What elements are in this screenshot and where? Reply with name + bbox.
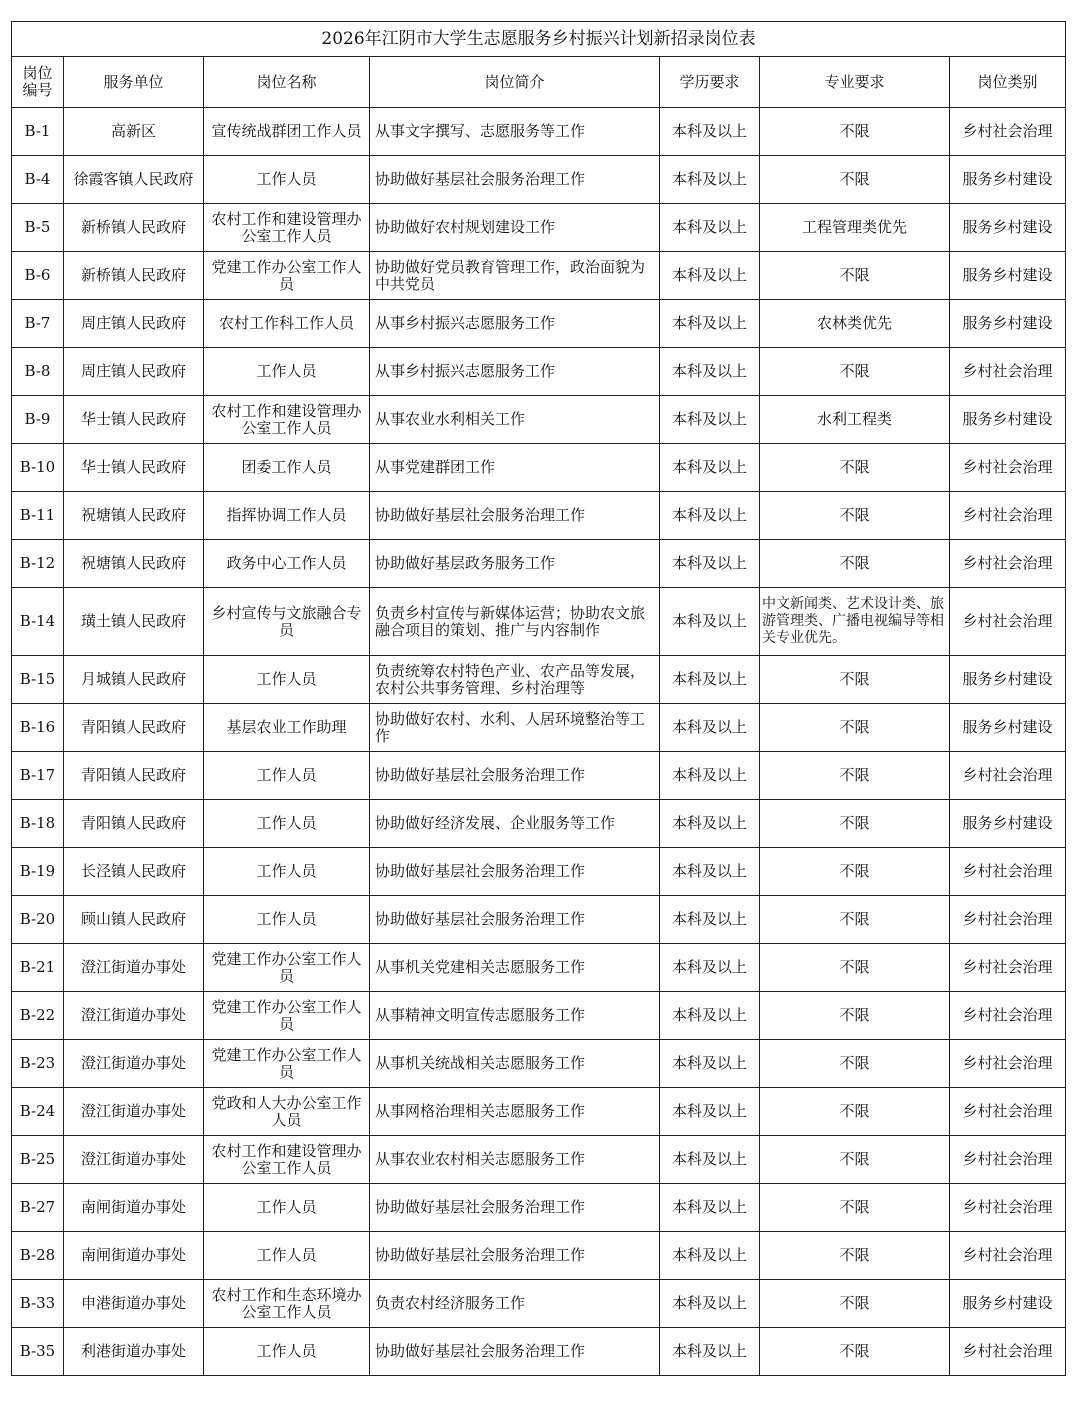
cell-intro: 从事农业水利相关工作 <box>370 396 660 444</box>
cell-major: 不限 <box>760 108 950 156</box>
cell-id: B-9 <box>12 396 64 444</box>
cell-name: 党建工作办公室工作人员 <box>204 1040 370 1088</box>
cell-id: B-22 <box>12 992 64 1040</box>
cell-name: 党政和人大办公室工作人员 <box>204 1088 370 1136</box>
cell-category: 服务乡村建设 <box>950 252 1066 300</box>
cell-edu: 本科及以上 <box>660 444 760 492</box>
table-row <box>12 1328 1066 1376</box>
cell-intro: 负责乡村宣传与新媒体运营；协助农文旅融合项目的策划、推广与内容制作 <box>370 588 660 656</box>
cell-major: 不限 <box>760 752 950 800</box>
cell-name: 工作人员 <box>204 800 370 848</box>
cell-category: 乡村社会治理 <box>950 944 1066 992</box>
cell-category: 服务乡村建设 <box>950 1280 1066 1328</box>
cell-id: B-10 <box>12 444 64 492</box>
cell-id: B-15 <box>12 656 64 704</box>
cell-edu: 本科及以上 <box>660 492 760 540</box>
cell-id: B-6 <box>12 252 64 300</box>
table-row <box>12 1040 1066 1088</box>
cell-major: 不限 <box>760 1136 950 1184</box>
cell-edu: 本科及以上 <box>660 944 760 992</box>
table-row <box>12 1088 1066 1136</box>
cell-name: 党建工作办公室工作人员 <box>204 252 370 300</box>
cell-unit: 青阳镇人民政府 <box>64 800 204 848</box>
table-row <box>12 1136 1066 1184</box>
cell-name: 工作人员 <box>204 1184 370 1232</box>
cell-unit: 璜土镇人民政府 <box>64 588 204 656</box>
cell-intro: 协助做好党员教育管理工作，政治面貌为中共党员 <box>370 252 660 300</box>
cell-category: 乡村社会治理 <box>950 848 1066 896</box>
table-row <box>12 540 1066 588</box>
cell-name: 工作人员 <box>204 348 370 396</box>
cell-intro: 协助做好基层政务服务工作 <box>370 540 660 588</box>
table-row <box>12 800 1066 848</box>
table-row <box>12 300 1066 348</box>
cell-major: 不限 <box>760 800 950 848</box>
cell-unit: 华士镇人民政府 <box>64 396 204 444</box>
cell-unit: 南闸街道办事处 <box>64 1232 204 1280</box>
cell-name: 农村工作和建设管理办公室工作人员 <box>204 396 370 444</box>
table-row <box>12 396 1066 444</box>
cell-edu: 本科及以上 <box>660 992 760 1040</box>
cell-id: B-21 <box>12 944 64 992</box>
cell-id: B-12 <box>12 540 64 588</box>
cell-edu: 本科及以上 <box>660 1280 760 1328</box>
cell-id: B-4 <box>12 156 64 204</box>
cell-unit: 华士镇人民政府 <box>64 444 204 492</box>
table-row <box>12 896 1066 944</box>
cell-unit: 周庄镇人民政府 <box>64 348 204 396</box>
cell-name: 基层农业工作助理 <box>204 704 370 752</box>
cell-intro: 协助做好基层社会服务治理工作 <box>370 492 660 540</box>
cell-id: B-11 <box>12 492 64 540</box>
table-row <box>12 444 1066 492</box>
cell-edu: 本科及以上 <box>660 396 760 444</box>
cell-id: B-24 <box>12 1088 64 1136</box>
cell-unit: 澄江街道办事处 <box>64 1088 204 1136</box>
table-row <box>12 108 1066 156</box>
cell-id: B-18 <box>12 800 64 848</box>
cell-edu: 本科及以上 <box>660 348 760 396</box>
cell-name: 农村工作和建设管理办公室工作人员 <box>204 1136 370 1184</box>
cell-major: 不限 <box>760 252 950 300</box>
cell-unit: 新桥镇人民政府 <box>64 204 204 252</box>
cell-name: 工作人员 <box>204 752 370 800</box>
cell-major: 不限 <box>760 848 950 896</box>
cell-edu: 本科及以上 <box>660 1184 760 1232</box>
header-intro: 岗位简介 <box>370 57 660 108</box>
cell-major: 不限 <box>760 656 950 704</box>
cell-intro: 从事机关统战相关志愿服务工作 <box>370 1040 660 1088</box>
cell-category: 服务乡村建设 <box>950 156 1066 204</box>
header-category: 岗位类别 <box>950 57 1066 108</box>
cell-edu: 本科及以上 <box>660 1040 760 1088</box>
cell-id: B-16 <box>12 704 64 752</box>
cell-major: 不限 <box>760 444 950 492</box>
cell-category: 乡村社会治理 <box>950 1040 1066 1088</box>
cell-edu: 本科及以上 <box>660 540 760 588</box>
table-row <box>12 992 1066 1040</box>
cell-edu: 本科及以上 <box>660 656 760 704</box>
cell-major: 不限 <box>760 1328 950 1376</box>
cell-unit: 新桥镇人民政府 <box>64 252 204 300</box>
cell-id: B-19 <box>12 848 64 896</box>
cell-id: B-28 <box>12 1232 64 1280</box>
cell-name: 工作人员 <box>204 656 370 704</box>
cell-category: 乡村社会治理 <box>950 492 1066 540</box>
cell-edu: 本科及以上 <box>660 252 760 300</box>
cell-category: 乡村社会治理 <box>950 752 1066 800</box>
cell-intro: 负责统筹农村特色产业、农产品等发展，农村公共事务管理、乡村治理等 <box>370 656 660 704</box>
cell-id: B-33 <box>12 1280 64 1328</box>
cell-unit: 澄江街道办事处 <box>64 992 204 1040</box>
cell-edu: 本科及以上 <box>660 156 760 204</box>
cell-name: 乡村宣传与文旅融合专员 <box>204 588 370 656</box>
cell-unit: 澄江街道办事处 <box>64 944 204 992</box>
cell-major: 不限 <box>760 944 950 992</box>
cell-intro: 协助做好基层社会服务治理工作 <box>370 1184 660 1232</box>
cell-intro: 从事党建群团工作 <box>370 444 660 492</box>
cell-edu: 本科及以上 <box>660 588 760 656</box>
cell-intro: 协助做好农村、水利、人居环境整治等工作 <box>370 704 660 752</box>
cell-unit: 申港街道办事处 <box>64 1280 204 1328</box>
cell-category: 乡村社会治理 <box>950 1232 1066 1280</box>
cell-edu: 本科及以上 <box>660 1136 760 1184</box>
cell-major: 中文新闻类、艺术设计类、旅游管理类、广播电视编导等相关专业优先。 <box>760 588 950 656</box>
table-row <box>12 944 1066 992</box>
table-row <box>12 848 1066 896</box>
cell-intro: 从事文字撰写、志愿服务等工作 <box>370 108 660 156</box>
cell-id: B-14 <box>12 588 64 656</box>
header-edu: 学历要求 <box>660 57 760 108</box>
cell-major: 不限 <box>760 156 950 204</box>
cell-unit: 高新区 <box>64 108 204 156</box>
cell-major: 不限 <box>760 896 950 944</box>
recruitment-table-sheet <box>11 21 1066 1376</box>
cell-category: 服务乡村建设 <box>950 704 1066 752</box>
cell-major: 不限 <box>760 1184 950 1232</box>
cell-intro: 从事机关党建相关志愿服务工作 <box>370 944 660 992</box>
cell-edu: 本科及以上 <box>660 896 760 944</box>
cell-edu: 本科及以上 <box>660 1232 760 1280</box>
cell-id: B-17 <box>12 752 64 800</box>
cell-edu: 本科及以上 <box>660 800 760 848</box>
table-title: 2026年江阴市大学生志愿服务乡村振兴计划新招录岗位表 <box>12 22 1066 57</box>
cell-category: 乡村社会治理 <box>950 348 1066 396</box>
cell-name: 工作人员 <box>204 896 370 944</box>
cell-id: B-27 <box>12 1184 64 1232</box>
cell-intro: 从事网格治理相关志愿服务工作 <box>370 1088 660 1136</box>
cell-intro: 从事精神文明宣传志愿服务工作 <box>370 992 660 1040</box>
cell-category: 乡村社会治理 <box>950 992 1066 1040</box>
cell-category: 乡村社会治理 <box>950 1328 1066 1376</box>
header-unit: 服务单位 <box>64 57 204 108</box>
cell-major: 不限 <box>760 1088 950 1136</box>
cell-id: B-8 <box>12 348 64 396</box>
cell-intro: 协助做好基层社会服务治理工作 <box>370 752 660 800</box>
cell-major: 不限 <box>760 992 950 1040</box>
table-row <box>12 204 1066 252</box>
table-row <box>12 752 1066 800</box>
cell-name: 宣传统战群团工作人员 <box>204 108 370 156</box>
table-row <box>12 252 1066 300</box>
cell-intro: 协助做好基层社会服务治理工作 <box>370 848 660 896</box>
cell-name: 农村工作和生态环境办公室工作人员 <box>204 1280 370 1328</box>
cell-major: 不限 <box>760 348 950 396</box>
cell-unit: 青阳镇人民政府 <box>64 704 204 752</box>
header-name: 岗位名称 <box>204 57 370 108</box>
cell-category: 乡村社会治理 <box>950 1088 1066 1136</box>
cell-name: 农村工作和建设管理办公室工作人员 <box>204 204 370 252</box>
cell-id: B-25 <box>12 1136 64 1184</box>
cell-unit: 南闸街道办事处 <box>64 1184 204 1232</box>
cell-category: 乡村社会治理 <box>950 540 1066 588</box>
cell-unit: 长泾镇人民政府 <box>64 848 204 896</box>
cell-unit: 祝塘镇人民政府 <box>64 540 204 588</box>
cell-name: 党建工作办公室工作人员 <box>204 992 370 1040</box>
cell-name: 政务中心工作人员 <box>204 540 370 588</box>
table-row <box>12 588 1066 656</box>
cell-edu: 本科及以上 <box>660 108 760 156</box>
cell-major: 不限 <box>760 1232 950 1280</box>
cell-intro: 协助做好基层社会服务治理工作 <box>370 156 660 204</box>
cell-id: B-7 <box>12 300 64 348</box>
cell-unit: 青阳镇人民政府 <box>64 752 204 800</box>
cell-category: 服务乡村建设 <box>950 300 1066 348</box>
cell-major: 不限 <box>760 1040 950 1088</box>
cell-category: 乡村社会治理 <box>950 588 1066 656</box>
cell-major: 不限 <box>760 540 950 588</box>
cell-id: B-23 <box>12 1040 64 1088</box>
table-row <box>12 156 1066 204</box>
cell-category: 乡村社会治理 <box>950 1184 1066 1232</box>
cell-edu: 本科及以上 <box>660 300 760 348</box>
cell-intro: 协助做好基层社会服务治理工作 <box>370 1328 660 1376</box>
cell-unit: 澄江街道办事处 <box>64 1136 204 1184</box>
cell-intro: 从事乡村振兴志愿服务工作 <box>370 348 660 396</box>
cell-major: 不限 <box>760 1280 950 1328</box>
cell-name: 工作人员 <box>204 1328 370 1376</box>
cell-edu: 本科及以上 <box>660 848 760 896</box>
cell-name: 工作人员 <box>204 848 370 896</box>
table-row <box>12 348 1066 396</box>
cell-name: 指挥协调工作人员 <box>204 492 370 540</box>
cell-name: 农村工作科工作人员 <box>204 300 370 348</box>
cell-id: B-5 <box>12 204 64 252</box>
cell-name: 工作人员 <box>204 156 370 204</box>
positions-table <box>11 21 1066 1376</box>
cell-edu: 本科及以上 <box>660 752 760 800</box>
cell-intro: 协助做好基层社会服务治理工作 <box>370 1232 660 1280</box>
cell-unit: 利港街道办事处 <box>64 1328 204 1376</box>
table-row <box>12 492 1066 540</box>
table-row <box>12 704 1066 752</box>
cell-intro: 负责农村经济服务工作 <box>370 1280 660 1328</box>
cell-intro: 从事乡村振兴志愿服务工作 <box>370 300 660 348</box>
cell-name: 党建工作办公室工作人员 <box>204 944 370 992</box>
table-row <box>12 656 1066 704</box>
cell-id: B-35 <box>12 1328 64 1376</box>
cell-intro: 从事农业农村相关志愿服务工作 <box>370 1136 660 1184</box>
cell-category: 乡村社会治理 <box>950 1136 1066 1184</box>
cell-major: 水利工程类 <box>760 396 950 444</box>
cell-id: B-1 <box>12 108 64 156</box>
cell-intro: 协助做好农村规划建设工作 <box>370 204 660 252</box>
cell-edu: 本科及以上 <box>660 204 760 252</box>
cell-category: 服务乡村建设 <box>950 396 1066 444</box>
cell-id: B-20 <box>12 896 64 944</box>
cell-unit: 徐霞客镇人民政府 <box>64 156 204 204</box>
cell-category: 乡村社会治理 <box>950 108 1066 156</box>
table-row <box>12 1184 1066 1232</box>
table-row <box>12 1232 1066 1280</box>
cell-edu: 本科及以上 <box>660 704 760 752</box>
table-row <box>12 1280 1066 1328</box>
cell-category: 乡村社会治理 <box>950 444 1066 492</box>
header-id: 岗位编号 <box>12 57 64 108</box>
cell-intro: 协助做好经济发展、企业服务等工作 <box>370 800 660 848</box>
cell-unit: 澄江街道办事处 <box>64 1040 204 1088</box>
cell-category: 服务乡村建设 <box>950 656 1066 704</box>
cell-category: 服务乡村建设 <box>950 204 1066 252</box>
cell-unit: 顾山镇人民政府 <box>64 896 204 944</box>
cell-edu: 本科及以上 <box>660 1328 760 1376</box>
cell-major: 农林类优先 <box>760 300 950 348</box>
cell-edu: 本科及以上 <box>660 1088 760 1136</box>
cell-major: 不限 <box>760 492 950 540</box>
cell-name: 团委工作人员 <box>204 444 370 492</box>
table-body <box>12 108 1066 1376</box>
cell-intro: 协助做好基层社会服务治理工作 <box>370 896 660 944</box>
cell-unit: 月城镇人民政府 <box>64 656 204 704</box>
cell-unit: 祝塘镇人民政府 <box>64 492 204 540</box>
cell-major: 不限 <box>760 704 950 752</box>
cell-name: 工作人员 <box>204 1232 370 1280</box>
cell-category: 乡村社会治理 <box>950 896 1066 944</box>
cell-unit: 周庄镇人民政府 <box>64 300 204 348</box>
cell-category: 服务乡村建设 <box>950 800 1066 848</box>
cell-major: 工程管理类优先 <box>760 204 950 252</box>
header-major: 专业要求 <box>760 57 950 108</box>
header-row <box>12 57 1066 108</box>
